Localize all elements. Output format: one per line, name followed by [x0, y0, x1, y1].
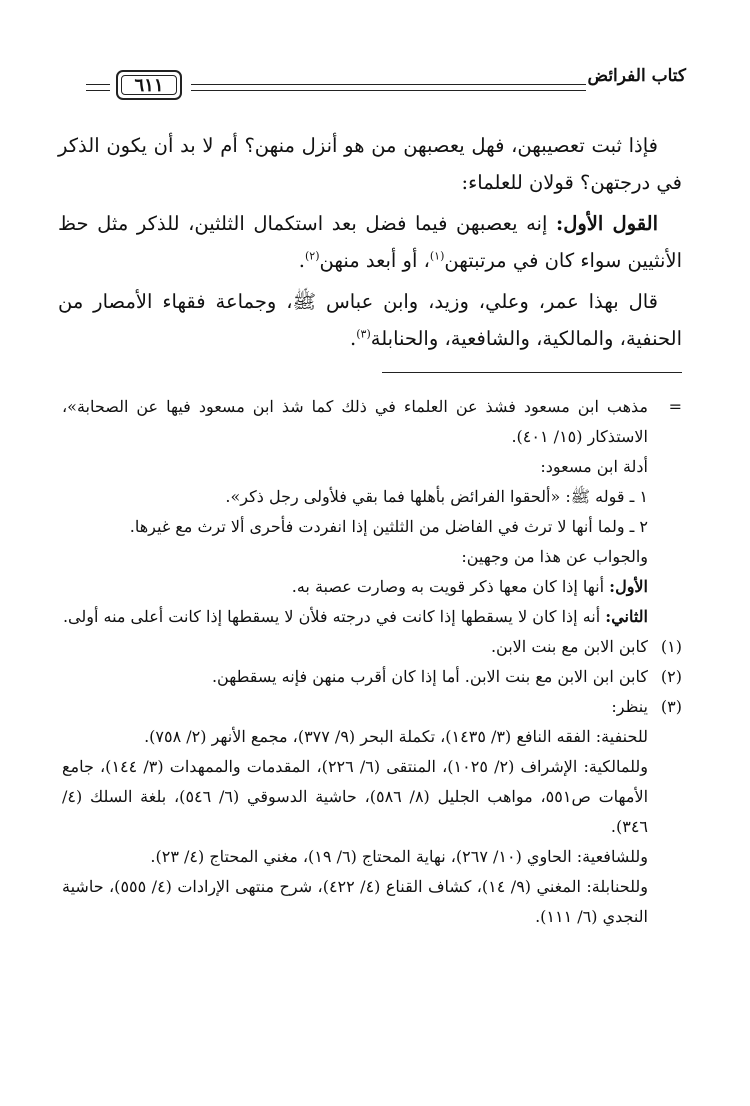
- footnote-ref-2[interactable]: (٢): [304, 249, 320, 263]
- footnote-1: [62, 632, 684, 662]
- footnote-3: [62, 692, 684, 722]
- header-rule: [191, 84, 586, 85]
- paragraph-2-text: إنه يعصبهن فيما فضل بعد استكمال الثلثين، للذكر مثل حظ الأنثيين سواء كان في مرتبتهن: [58, 212, 682, 272]
- answer-first: [62, 572, 684, 602]
- header-rule: [86, 90, 110, 91]
- ref-maliki: وللمالكية: الإشراف (٢/ ١٠٢٥)، المنتقى (٦/ ٢٢٦)، المقدمات والممهدات (٣/ ١٤٤)، جامع الأمهات ص٥٥١، مواهب الجليل (٨/ ٥٨٦)، حاشية الدسوقي (٦/ ٥٤٦)، بلغة السلك (٤/ ٣٤٦).: [62, 757, 649, 836]
- page-header: [86, 64, 686, 100]
- page-number-frame: [116, 70, 182, 100]
- footnote-2-marker: (٢): [660, 667, 682, 686]
- footnote-separator: [382, 372, 682, 373]
- answer-first-text: أنها إذا كان معها ذكر قويت به وصارت عصبة به.: [291, 577, 605, 596]
- first-opinion-label: القول الأول:: [556, 212, 658, 235]
- answer-second-text: أنه إذا كان لا يسقطها إذا كانت في درجته فلأن لا يسقطها إذا كانت أعلى منه أولى.: [62, 607, 601, 626]
- header-rule: [191, 90, 586, 91]
- footnote-3-text: ينظر:: [611, 697, 648, 716]
- paragraph-1: فإذا ثبت تعصيبهن، فهل يعصبهن من هو أنزل منهن؟ أم لا بد أن يكون الذكر في درجتهن؟ قولان للعلماء:: [58, 134, 682, 194]
- footnote-ref-1[interactable]: (١): [429, 249, 445, 263]
- footnote-continuation: [62, 392, 684, 452]
- paragraph-3-text: قال بهذا عمر، وعلي، وزيد، وابن عباس ﷺ، وجماعة فقهاء الأمصار من الحنفية، والمالكية، والشافعية، والحنابلة: [58, 290, 682, 350]
- answer-first-label: الأول:: [609, 577, 648, 596]
- paragraph-3: [58, 283, 682, 357]
- footnote-3-marker: (٣): [660, 697, 682, 716]
- paragraph-2: [58, 205, 682, 279]
- footnotes: [62, 392, 684, 932]
- footnote-text: مذهب ابن مسعود فشذ عن العلماء في ذلك كما شذ ابن مسعود فيها عن الصحابة»، الاستذكار (١٥/ ٤٠١).: [62, 397, 649, 446]
- footnote-ref-3[interactable]: (٣): [356, 327, 371, 341]
- evidence-title: أدلة ابن مسعود:: [540, 457, 648, 476]
- footnote-2-text: كابن ابن الابن مع بنت الابن. أما إذا كان أقرب منهن فإنه يسقطهن.: [211, 667, 648, 686]
- evidence-2: ٢ ـ ولما أنها لا ترث في الفاضل من الثلثين إذا انفردت فأحرى ألا ترث مع غيرها.: [129, 517, 648, 536]
- ref-hanbali: وللحنابلة: المغني (٩/ ١٤)، كشاف القناع (٤/ ٤٢٢)، شرح منتهى الإرادات (٤/ ٥٥٥)، حاشية النجدي (٦/ ١١١).: [62, 877, 649, 926]
- paragraph-2-end: .: [298, 249, 305, 272]
- paragraph-2-text-b: ، أو أبعد منهن: [319, 249, 430, 272]
- page-number: ٦١١: [134, 74, 164, 96]
- continuation-marker: =: [668, 397, 682, 416]
- footnote-1-marker: (١): [660, 637, 682, 656]
- ref-hanafi: للحنفية: الفقه النافع (٣/ ١٤٣٥)، تكملة البحر (٩/ ٣٧٧)، مجمع الأنهر (٢/ ٧٥٨).: [144, 727, 648, 746]
- book-title: كتاب الفرائض: [587, 66, 686, 86]
- footnote-2: [62, 662, 684, 692]
- main-text: [58, 127, 682, 357]
- ref-shafii: وللشافعية: الحاوي (١٠/ ٢٦٧)، نهاية المحتاج (٦/ ١٩)، مغني المحتاج (٤/ ٢٣).: [150, 847, 648, 866]
- answer-title: والجواب عن هذا من وجهين:: [461, 547, 648, 566]
- answer-second: [62, 602, 684, 632]
- paragraph-3-end: .: [350, 327, 357, 350]
- answer-second-label: الثاني:: [605, 607, 648, 626]
- header-rule: [86, 84, 110, 85]
- footnote-1-text: كابن الابن مع بنت الابن.: [490, 637, 648, 656]
- evidence-1: ١ ـ قوله ﷺ: «ألحقوا الفرائض بأهلها فما بقي فلأولى رجل ذكر».: [225, 487, 648, 506]
